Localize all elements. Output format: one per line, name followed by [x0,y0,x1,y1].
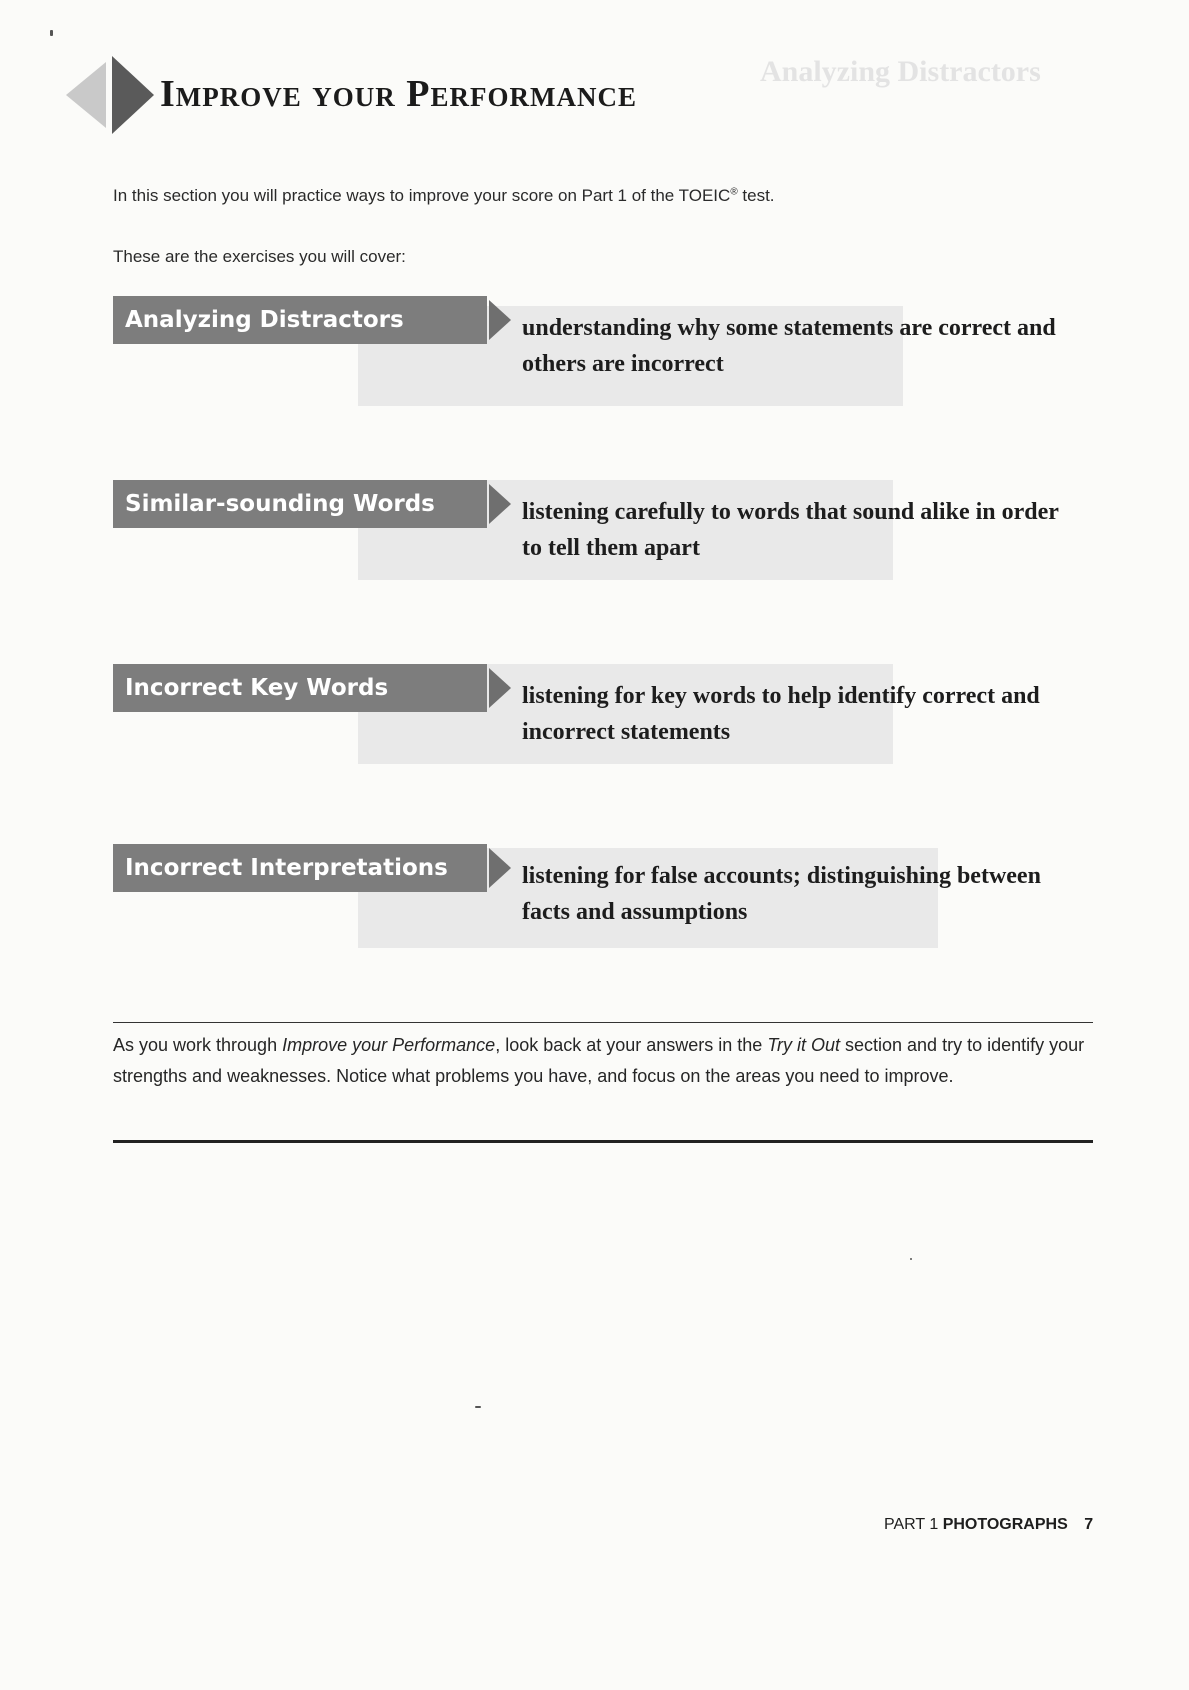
arrow-right-icon [487,480,511,528]
exercise-label: Incorrect Interpretations [113,844,487,892]
exercise-label: Analyzing Distractors [113,296,487,344]
divider-top [113,1022,1093,1023]
exercise-description: listening for key words to help identify correct and incorrect statements [522,683,1040,745]
exercise-description: understanding why some statements are correct and others are incorrect [522,315,1056,377]
exercise-description: listening carefully to words that sound alike in order to tell them apart [522,499,1059,561]
page-title: Improve your Performance [160,73,637,115]
arrow-right-icon [487,844,511,892]
exercise-incorrect-interpretations [113,844,1073,954]
scan-speck [50,30,53,36]
exercise-similar-sounding-words [113,480,1073,590]
footer-part: PART 1 [884,1516,939,1533]
exercise-analyzing-distractors [113,296,1073,406]
exercise-incorrect-key-words [113,664,1073,774]
divider-bottom [113,1140,1093,1143]
bleed-through-heading: Analyzing Distractors [760,55,1041,88]
scan-speck [475,1406,481,1408]
scan-speck [910,1258,912,1260]
intro-text: In this section you will practice ways to improve your score on Part 1 of the TOEIC® test. [113,186,775,205]
exercise-description: listening for false accounts; distinguishing between facts and assumptions [522,863,1041,925]
instruction-note: As you work through Improve your Performance, look back at your answers in the Try it Out section and try to identify your strengths and weaknesses. Notice what problems you have, and focus on the areas you need to improve. [113,1035,1085,1086]
page-number: 7 [1084,1516,1094,1533]
page-footer [884,1516,1093,1534]
footer-section: PHOTOGRAPHS [942,1516,1068,1533]
exercise-label: Incorrect Key Words [113,664,487,712]
arrow-right-icon [487,296,511,344]
intro-lead: These are the exercises you will cover: [113,247,406,266]
arrow-right-icon [487,664,511,712]
exercise-label: Similar-sounding Words [113,480,487,528]
page-header [62,52,962,138]
double-arrow-icon [62,52,162,138]
